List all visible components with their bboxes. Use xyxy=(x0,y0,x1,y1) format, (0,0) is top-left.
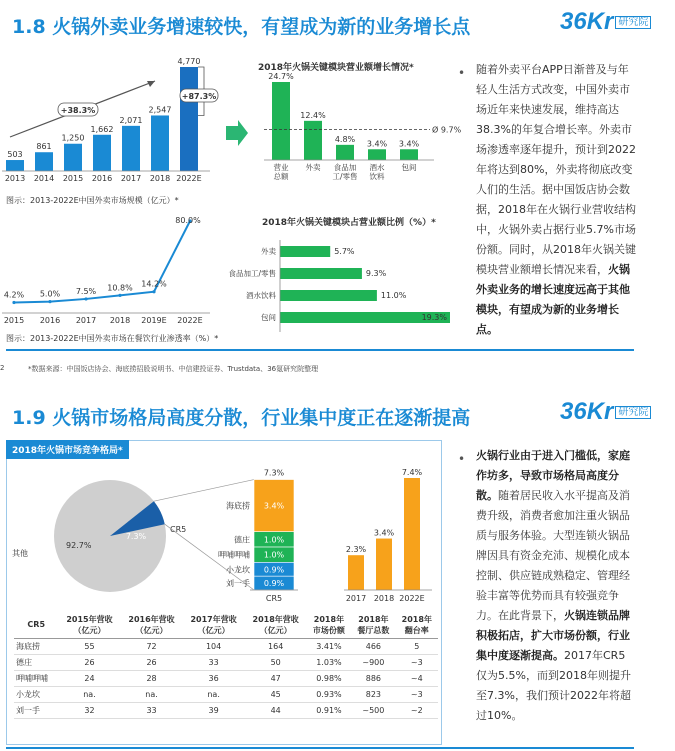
bar-category-label: 2022E xyxy=(176,174,202,183)
bar-value-label: 2,547 xyxy=(148,105,172,115)
table-row xyxy=(14,670,438,686)
line-point-2015 xyxy=(12,301,15,304)
cr5-table xyxy=(14,612,438,719)
stack-value-label: 1.0% xyxy=(263,550,285,560)
line-category-label: 2016 xyxy=(39,316,61,325)
line-category-label: 2019E xyxy=(141,316,167,325)
line-point-2017 xyxy=(84,297,87,300)
table-cell: 26 xyxy=(121,654,183,670)
table-row xyxy=(14,638,438,654)
stack-value-label: 0.9% xyxy=(263,579,285,589)
bar-value-label: 4,770 xyxy=(177,57,201,66)
growth-bar-4 xyxy=(400,149,418,160)
table-header-cell: 2018年 翻台率 xyxy=(396,612,438,638)
table-header-row xyxy=(14,612,438,638)
description-bold-2: 火锅连锁品牌积极拓店，扩大市场份额，行业集中度逐渐提高。 xyxy=(476,609,630,662)
stack-item-label: 德庄 xyxy=(234,535,250,545)
pie-label-others: 其他 xyxy=(12,549,28,558)
section-1-description xyxy=(476,60,636,340)
trend-value-label: 7.4% xyxy=(401,468,423,477)
table-cell: 36 xyxy=(183,670,245,686)
table-cell: 39 xyxy=(183,702,245,718)
bar-category-label: 2018 xyxy=(149,174,171,183)
cagr-2-label: +87.3% xyxy=(181,92,217,101)
table-cell: ~500 xyxy=(351,702,395,718)
table-cell: 0.98% xyxy=(307,670,351,686)
table-row xyxy=(14,686,438,702)
table-header-cell: 2016年营收 （亿元） xyxy=(121,612,183,638)
bullet-icon: • xyxy=(458,66,466,80)
trend-category-label: 2018 xyxy=(373,594,395,603)
trend-value-label: 2.3% xyxy=(345,545,367,555)
bar-category-label: 2013 xyxy=(4,174,26,183)
table-cell: 28 xyxy=(121,670,183,686)
growth-category-label: 外卖 xyxy=(305,163,321,172)
stack-item-label: 海底捞 xyxy=(226,501,250,511)
growth-value-label: 24.7% xyxy=(268,72,294,81)
table-header-cell: 2017年营收 （亿元） xyxy=(183,612,245,638)
bar-2022E xyxy=(180,67,198,171)
section-2-title: 1.9 火锅市场格局高度分散，行业集中度正在逐渐提高 xyxy=(12,407,471,429)
growth-category-label: 酒水 xyxy=(369,163,385,172)
bar-value-label: 1,250 xyxy=(61,133,85,143)
stack-item-label: 刘一手 xyxy=(226,579,250,589)
table-cell: 0.91% xyxy=(307,702,351,718)
share-value-label: 11.0% xyxy=(380,291,407,300)
table-cell: ~900 xyxy=(351,654,395,670)
bullet-icon-2: • xyxy=(458,452,466,466)
bar-2016 xyxy=(93,135,111,171)
table-cell: 32 xyxy=(58,702,120,718)
table-cell: 3.41% xyxy=(307,638,351,654)
table-cell: 33 xyxy=(121,702,183,718)
growth-value-label: 4.8% xyxy=(334,134,356,144)
line-point-2019E xyxy=(152,290,155,293)
trend-value-label: 3.4% xyxy=(373,528,395,538)
logo-subtext: 研究院 xyxy=(615,406,651,419)
table-header-cell: 2018年 餐厅总数 xyxy=(351,612,395,638)
growth-bar-1 xyxy=(304,121,322,160)
table-cell: ~4 xyxy=(396,670,438,686)
share-value-label: 19.3% xyxy=(421,313,447,322)
line-value-label: 10.8% xyxy=(107,283,133,293)
growth-chart-title: 2018年火锅关键模块营业额增长情况* xyxy=(258,63,414,73)
line-point-2018 xyxy=(118,294,121,297)
line-point-2016 xyxy=(48,300,51,303)
table-row xyxy=(14,702,438,718)
bar-value-label: 1,662 xyxy=(90,124,114,134)
growth-category-label: 包间 xyxy=(401,163,417,172)
growth-value-label: 12.4% xyxy=(300,110,326,120)
table-cell: 24 xyxy=(58,670,120,686)
table-cell: 50 xyxy=(245,654,307,670)
panel-title: 2018年火锅市场竞争格局* xyxy=(6,440,129,459)
table-cell: 1.03% xyxy=(307,654,351,670)
cagr-1-label: +38.3% xyxy=(60,106,96,115)
bar-value-label: 2,071 xyxy=(119,115,143,125)
table-cell: 47 xyxy=(245,670,307,686)
line-value-label: 14.2% xyxy=(141,279,167,289)
table-cell: na. xyxy=(121,686,183,702)
bar-2013 xyxy=(6,160,24,171)
36kr-logo-2 xyxy=(560,398,651,426)
line-value-label: 7.5% xyxy=(75,286,97,296)
table-cell: 0.93% xyxy=(307,686,351,702)
section-2-description xyxy=(476,446,636,726)
penetration-line-chart xyxy=(0,215,220,330)
growth-bar-0 xyxy=(272,82,290,160)
table-cell: 72 xyxy=(121,638,183,654)
line-value-label: 80.0% xyxy=(175,216,201,225)
share-category-label: 外卖 xyxy=(261,247,276,256)
trend-category-label: 2017 xyxy=(345,594,367,603)
logo-text: 36Kr xyxy=(560,398,614,425)
logo-subtext: 研究院 xyxy=(615,16,651,29)
section-1-title: 1.8 火锅外卖业务增速较快，有望成为新的业务增长点 xyxy=(12,16,471,38)
market-size-bar-chart xyxy=(0,55,220,195)
table-cell: 德庄 xyxy=(14,654,58,670)
bar-value-label: 861 xyxy=(36,142,52,152)
table-header-cell: 2015年营收 （亿元） xyxy=(58,612,120,638)
stack-value-label: 3.4% xyxy=(263,501,285,511)
pie-value-others: 92.7% xyxy=(66,541,92,550)
growth-category-label: 食品加 xyxy=(333,163,357,172)
pie-label-cr5: CR5 xyxy=(170,525,187,534)
table-cell: 呷哺呷哺 xyxy=(14,670,58,686)
share-bar-2 xyxy=(280,290,377,301)
table-cell: 44 xyxy=(245,702,307,718)
bar-category-label: 2015 xyxy=(62,174,84,183)
source-note: *数据来源：中国饭店协会、海底捞招股说明书、中信建投证券、Trustdata、36氪研究院整理 xyxy=(28,365,319,373)
line-value-label: 5.0% xyxy=(39,289,61,299)
bar-2017 xyxy=(122,126,140,171)
share-bar-0 xyxy=(280,246,330,257)
pie-value-cr5: 7.3% xyxy=(125,532,147,541)
stack-item-label: 呷哺呷哺 xyxy=(218,550,250,560)
description-text: 随着外卖平台APP日渐普及与年轻人生活方式改变，中国外卖市场近年来快速发展，维持高达38.3%的年复合增长率。外卖市场渗透率逐年提升，预计到2022年将达到80%，外卖将彻底改变人们的生活。据中国饭店协会数据，2018年在火锅行业营收结构中，火锅外卖占据行业5.7%市场份额。同时，从2018年火锅关键模块营业额增长情况来看， xyxy=(476,63,636,276)
trend-bar-2017 xyxy=(348,555,364,590)
bar-2018 xyxy=(151,115,169,171)
logo-text: 36Kr xyxy=(560,8,614,35)
bar-category-label: 2014 xyxy=(33,174,55,183)
table-cell: na. xyxy=(58,686,120,702)
section-1-divider xyxy=(6,349,634,351)
bar-value-label: 503 xyxy=(7,150,23,160)
growth-bar-chart xyxy=(250,72,462,202)
bar-category-label: 2017 xyxy=(120,174,142,183)
stack-item-label: 小龙坎 xyxy=(226,565,250,575)
table-cell: 5 xyxy=(396,638,438,654)
trend-category-label: 2022E xyxy=(399,594,425,603)
share-category-label: 食品加工/零售 xyxy=(228,269,276,278)
table-cell: 刘一手 xyxy=(14,702,58,718)
bar-2014 xyxy=(35,152,53,171)
table-cell: 823 xyxy=(351,686,395,702)
stack-value-label: 1.0% xyxy=(263,535,285,545)
growth-bar-2 xyxy=(336,145,354,160)
line-category-label: 2017 xyxy=(75,316,97,325)
page-number: 2 xyxy=(0,364,5,372)
share-bar-1 xyxy=(280,268,362,279)
growth-category-label: 营业 xyxy=(273,163,289,172)
table-header-cell: 2018年营收 （亿元） xyxy=(245,612,307,638)
stack-axis-label: CR5 xyxy=(265,594,283,603)
share-category-label: 包间 xyxy=(261,313,276,322)
table-cell: 海底捞 xyxy=(14,638,58,654)
section-2-divider xyxy=(6,747,634,749)
bar-chart-caption: 图示：2013-2022E中国外卖市场规模（亿元）* xyxy=(6,196,179,205)
trend-bar-2018 xyxy=(376,539,392,590)
table-header-cell: CR5 xyxy=(14,612,58,638)
trend-bar-2022E xyxy=(404,478,420,590)
description-bold-1: 火锅行业由于进入门槛低，家庭作坊多，导致市场格局高度分散。 xyxy=(476,449,630,502)
share-value-label: 5.7% xyxy=(334,247,355,256)
table-cell: 466 xyxy=(351,638,395,654)
description-text-1: 随着居民收入水平提高及消费升级，消费者愈加注重火锅品质与服务体验。大型连锁火锅品牌因具有资金充沛、规模化成本控制、供应链成熟稳定、管理经验丰富等优势而具有较强竞争力。在此背景下， xyxy=(476,489,630,622)
line-value-label: 4.2% xyxy=(3,290,25,300)
bar-2015 xyxy=(64,144,82,171)
line-category-label: 2022E xyxy=(177,316,203,325)
line-category-label: 2015 xyxy=(3,316,25,325)
table-cell: 小龙坎 xyxy=(14,686,58,702)
table-body xyxy=(14,638,438,718)
share-bar-chart xyxy=(190,236,460,336)
stack-total-label: 7.3% xyxy=(263,468,285,478)
growth-bar-3 xyxy=(368,149,386,160)
growth-value-label: 3.4% xyxy=(366,139,388,149)
table-cell: 55 xyxy=(58,638,120,654)
growth-category-label: 工/零售 xyxy=(332,172,358,181)
growth-category-label: 总额 xyxy=(273,172,289,181)
table-cell: na. xyxy=(183,686,245,702)
line-category-label: 2018 xyxy=(109,316,131,325)
table-cell: ~3 xyxy=(396,686,438,702)
bar-category-label: 2016 xyxy=(91,174,113,183)
description-bold: 火锅外卖业务的增长速度远高于其他模块，有望成为新的业务增长点。 xyxy=(476,263,630,336)
arrow-right-icon xyxy=(224,118,250,148)
growth-value-label: 3.4% xyxy=(398,139,420,149)
table-cell: 886 xyxy=(351,670,395,686)
share-category-label: 酒水饮料 xyxy=(246,291,276,300)
growth-category-label: 饮料 xyxy=(369,172,385,181)
table-row xyxy=(14,654,438,670)
table-cell: 45 xyxy=(245,686,307,702)
table-header-cell: 2018年 市场份额 xyxy=(307,612,351,638)
market-structure-chart xyxy=(10,460,440,610)
36kr-logo xyxy=(560,8,651,36)
table-cell: 33 xyxy=(183,654,245,670)
connector-top xyxy=(154,480,254,502)
average-label: Ø 9.7% xyxy=(432,125,462,135)
description-text-2: 2017年CR5仅为5.5%，而到2018年则提升至7.3%，我们预计2022年将超过10%。 xyxy=(476,649,631,722)
stack-value-label: 0.9% xyxy=(263,565,285,575)
table-cell: 26 xyxy=(58,654,120,670)
table-cell: 164 xyxy=(245,638,307,654)
table-cell: ~3 xyxy=(396,654,438,670)
share-chart-title: 2018年火锅关键模块占营业额比例（%）* xyxy=(262,218,436,228)
share-value-label: 9.3% xyxy=(365,269,387,278)
line-chart-caption: 图示：2013-2022E中国外卖市场在餐饮行业渗透率（%）* xyxy=(6,334,219,343)
table-cell: 104 xyxy=(183,638,245,654)
table-cell: ~2 xyxy=(396,702,438,718)
